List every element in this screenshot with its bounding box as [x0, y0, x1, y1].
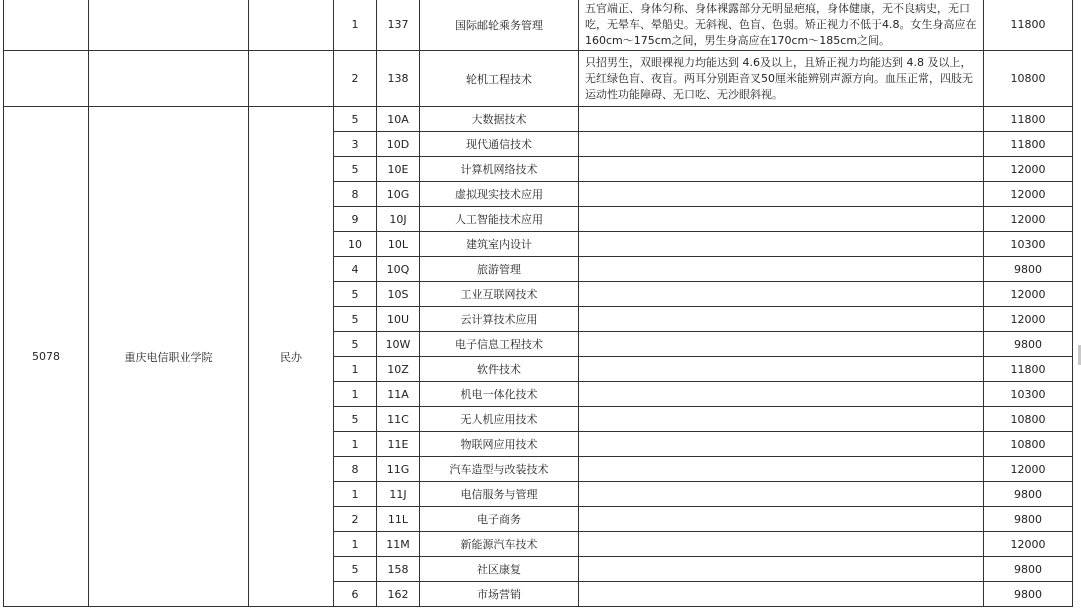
major-name-cell: 轮机工程技术	[420, 51, 579, 107]
major-name-cell: 建筑室内设计	[420, 232, 579, 257]
school-code-cell-prev	[4, 51, 89, 107]
major-code-cell: 10L	[377, 232, 420, 257]
major-code-cell: 137	[377, 0, 420, 51]
tuition-cell: 11800	[984, 132, 1073, 157]
tuition-cell: 12000	[984, 282, 1073, 307]
major-code-cell: 138	[377, 51, 420, 107]
major-code-cell: 11A	[377, 382, 420, 407]
requirement-cell	[579, 282, 984, 307]
requirement-cell: 只招男生，双眼裸视力均能达到 4.6及以上，且矫正视力均能达到 4.8 及以上，无红绿色盲、夜盲。两耳分别距音叉50厘米能辨别声源方向。血压正常，四肢无运动性功能障碍、无口吃、无沙眼斜视。	[579, 51, 984, 107]
enrollment-table	[3, 0, 1073, 607]
major-name-cell: 虚拟现实技术应用	[420, 182, 579, 207]
plan-count-cell: 5	[334, 407, 377, 432]
tuition-cell: 11800	[984, 357, 1073, 382]
table-row	[4, 51, 1073, 107]
major-code-cell: 11J	[377, 482, 420, 507]
major-name-cell: 市场营销	[420, 582, 579, 607]
tuition-cell: 9800	[984, 557, 1073, 582]
tuition-cell: 9800	[984, 257, 1073, 282]
tuition-cell: 12000	[984, 457, 1073, 482]
tuition-cell: 9800	[984, 482, 1073, 507]
requirement-cell	[579, 232, 984, 257]
requirement-cell	[579, 332, 984, 357]
tuition-cell: 11800	[984, 107, 1073, 132]
school-code-cell: 5078	[4, 107, 89, 607]
plan-count-cell: 5	[334, 157, 377, 182]
plan-count-cell: 1	[334, 482, 377, 507]
plan-count-cell: 5	[334, 557, 377, 582]
school-type-cell: 民办	[249, 107, 334, 607]
major-code-cell: 10A	[377, 107, 420, 132]
plan-count-cell: 4	[334, 257, 377, 282]
plan-count-cell: 1	[334, 357, 377, 382]
major-code-cell: 11C	[377, 407, 420, 432]
major-name-cell: 人工智能技术应用	[420, 207, 579, 232]
major-code-cell: 11G	[377, 457, 420, 482]
tuition-cell: 12000	[984, 307, 1073, 332]
major-name-cell: 工业互联网技术	[420, 282, 579, 307]
school-name-cell-prev	[89, 51, 249, 107]
requirement-cell	[579, 132, 984, 157]
tuition-cell: 10800	[984, 51, 1073, 107]
table-row	[4, 107, 1073, 132]
tuition-cell: 9800	[984, 332, 1073, 357]
major-code-cell: 10Q	[377, 257, 420, 282]
plan-count-cell: 2	[334, 51, 377, 107]
plan-count-cell: 5	[334, 307, 377, 332]
tuition-cell: 10800	[984, 432, 1073, 457]
major-code-cell: 11M	[377, 532, 420, 557]
major-name-cell: 计算机网络技术	[420, 157, 579, 182]
requirement-cell	[579, 357, 984, 382]
tuition-cell: 9800	[984, 582, 1073, 607]
major-code-cell: 11E	[377, 432, 420, 457]
tuition-cell: 12000	[984, 532, 1073, 557]
tuition-cell: 11800	[984, 0, 1073, 51]
major-code-cell: 162	[377, 582, 420, 607]
major-code-cell: 10J	[377, 207, 420, 232]
plan-count-cell: 5	[334, 282, 377, 307]
plan-count-cell: 5	[334, 107, 377, 132]
plan-count-cell: 5	[334, 332, 377, 357]
tuition-cell: 10300	[984, 232, 1073, 257]
major-name-cell: 云计算技术应用	[420, 307, 579, 332]
requirement-cell	[579, 182, 984, 207]
requirement-cell	[579, 507, 984, 532]
major-code-cell: 10E	[377, 157, 420, 182]
major-name-cell: 机电一体化技术	[420, 382, 579, 407]
plan-count-cell: 9	[334, 207, 377, 232]
school-name-cell-prev	[89, 0, 249, 51]
requirement-cell	[579, 582, 984, 607]
major-name-cell: 国际邮轮乘务管理	[420, 0, 579, 51]
major-name-cell: 软件技术	[420, 357, 579, 382]
requirement-cell	[579, 407, 984, 432]
tuition-cell: 9800	[984, 507, 1073, 532]
table-row	[4, 0, 1073, 51]
plan-count-cell: 1	[334, 0, 377, 51]
tuition-cell: 12000	[984, 207, 1073, 232]
major-name-cell: 无人机应用技术	[420, 407, 579, 432]
plan-count-cell: 8	[334, 182, 377, 207]
major-code-cell: 10U	[377, 307, 420, 332]
major-code-cell: 10S	[377, 282, 420, 307]
tuition-cell: 10300	[984, 382, 1073, 407]
requirement-cell	[579, 157, 984, 182]
requirement-cell	[579, 207, 984, 232]
school-type-cell-prev	[249, 0, 334, 51]
major-code-cell: 10G	[377, 182, 420, 207]
plan-count-cell: 1	[334, 382, 377, 407]
requirement-cell: 五官端正、身体匀称、身体裸露部分无明显疤痕，身体健康，无不良病史，无口吃，无晕车、晕船史。无斜视、色盲、色弱。矫正视力不低于4.8。女生身高应在160cm～175cm之间，男生身高应在170cm～185cm之间。	[579, 0, 984, 51]
plan-count-cell: 6	[334, 582, 377, 607]
major-name-cell: 新能源汽车技术	[420, 532, 579, 557]
requirement-cell	[579, 307, 984, 332]
major-code-cell: 158	[377, 557, 420, 582]
requirement-cell	[579, 532, 984, 557]
tuition-cell: 10800	[984, 407, 1073, 432]
requirement-cell	[579, 482, 984, 507]
major-name-cell: 大数据技术	[420, 107, 579, 132]
tuition-cell: 12000	[984, 157, 1073, 182]
plan-count-cell: 1	[334, 432, 377, 457]
major-name-cell: 电子信息工程技术	[420, 332, 579, 357]
school-code-cell-prev	[4, 0, 89, 51]
plan-count-cell: 1	[334, 532, 377, 557]
requirement-cell	[579, 382, 984, 407]
major-code-cell: 10D	[377, 132, 420, 157]
school-type-cell-prev	[249, 51, 334, 107]
major-name-cell: 电子商务	[420, 507, 579, 532]
major-name-cell: 现代通信技术	[420, 132, 579, 157]
school-name-cell: 重庆电信职业学院	[89, 107, 249, 607]
plan-count-cell: 10	[334, 232, 377, 257]
requirement-cell	[579, 257, 984, 282]
tuition-cell: 12000	[984, 182, 1073, 207]
requirement-cell	[579, 457, 984, 482]
major-name-cell: 社区康复	[420, 557, 579, 582]
plan-count-cell: 8	[334, 457, 377, 482]
major-code-cell: 10W	[377, 332, 420, 357]
requirement-cell	[579, 557, 984, 582]
major-name-cell: 汽车造型与改装技术	[420, 457, 579, 482]
major-code-cell: 11L	[377, 507, 420, 532]
major-code-cell: 10Z	[377, 357, 420, 382]
plan-count-cell: 3	[334, 132, 377, 157]
major-name-cell: 物联网应用技术	[420, 432, 579, 457]
requirement-cell	[579, 107, 984, 132]
requirement-cell	[579, 432, 984, 457]
plan-count-cell: 2	[334, 507, 377, 532]
major-name-cell: 电信服务与管理	[420, 482, 579, 507]
major-name-cell: 旅游管理	[420, 257, 579, 282]
